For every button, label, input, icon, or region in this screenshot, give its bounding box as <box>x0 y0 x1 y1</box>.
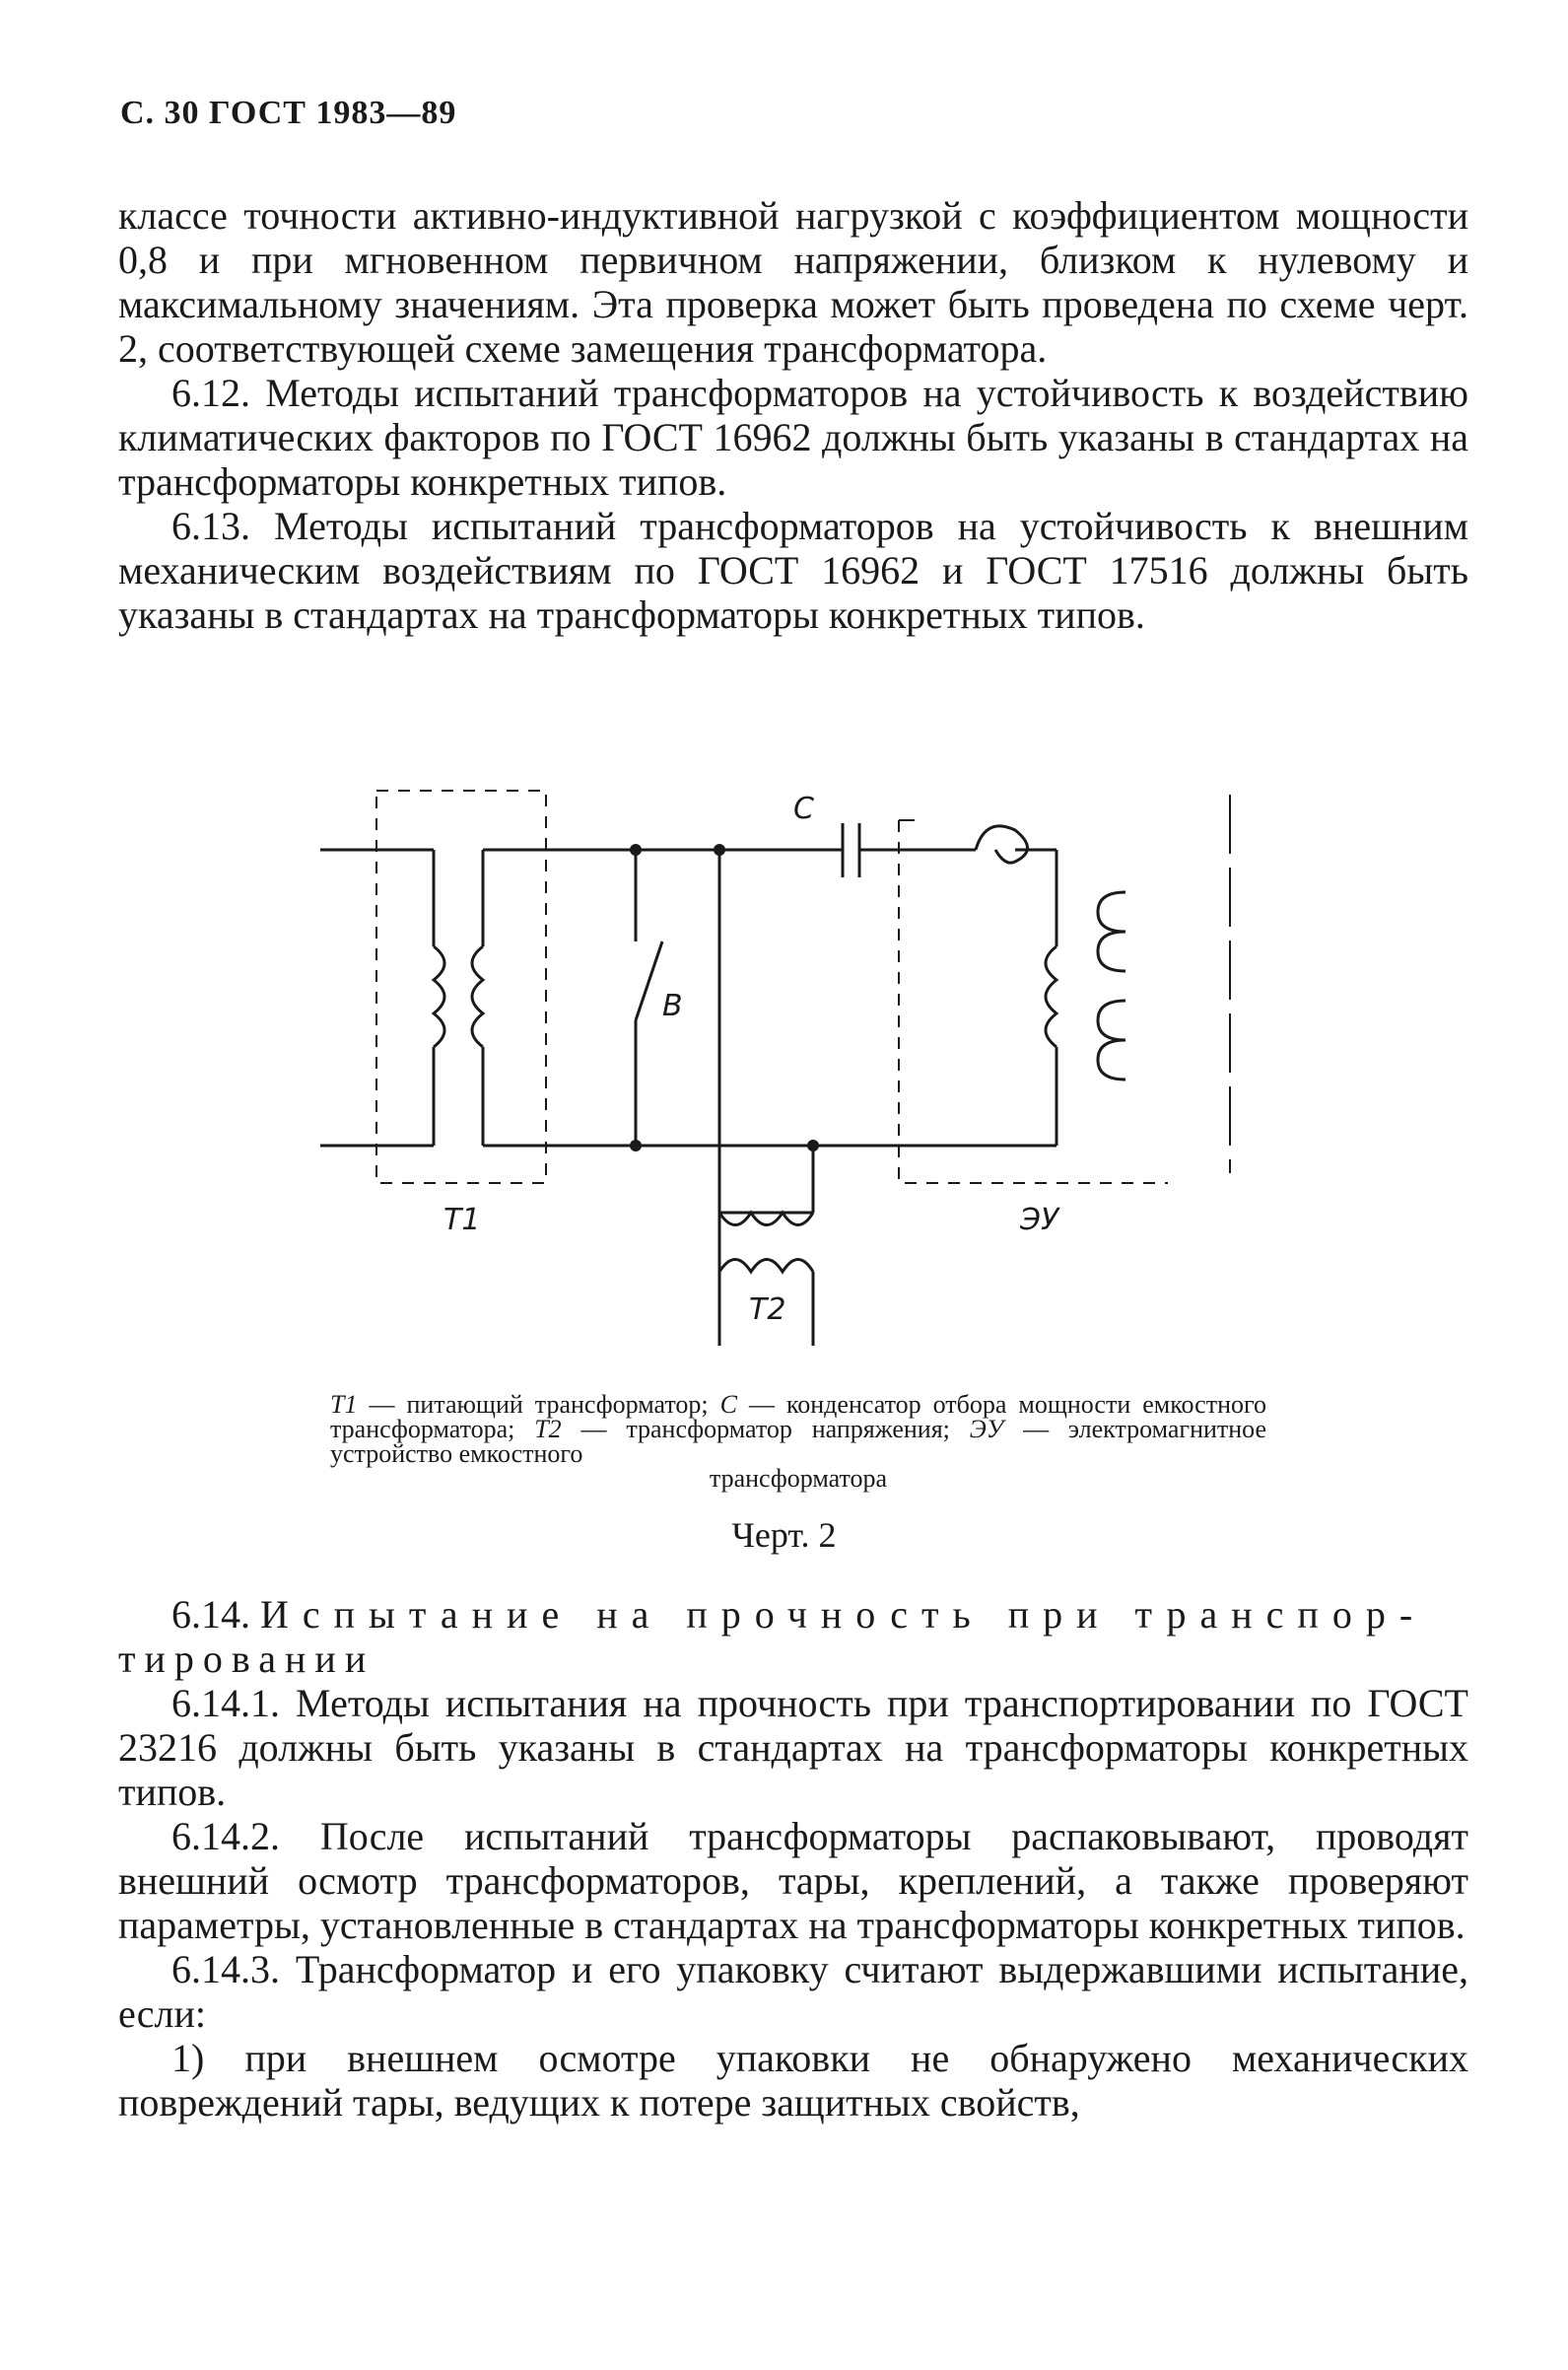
circuit-diagram <box>296 779 1281 1351</box>
section-6-14-heading <box>118 1592 1468 1637</box>
eu-main-coil <box>1046 946 1057 1047</box>
paragraph-6-12: 6.12. Методы испытаний трансформаторов на устойчивость к воздействию климатических факторов по ГОСТ 16962 должны быть указаны в стандартах на трансформаторы конкретных типов. <box>118 371 1468 504</box>
section-6-14-title-line2: тировании <box>118 1637 375 1681</box>
caption-c-symbol: С <box>719 1390 737 1419</box>
caption-eu-tail: трансформатора <box>709 1464 888 1493</box>
label-t1: Т1 <box>443 1203 481 1237</box>
eu-secondary-coil-2 <box>1098 1001 1125 1080</box>
eu-enclosure <box>899 820 1168 1183</box>
label-eu: ЭУ <box>1020 1203 1059 1237</box>
section-6-14-number: 6.14. <box>171 1592 250 1637</box>
caption-t1-symbol: Т1 <box>330 1390 358 1419</box>
lower-text-block <box>118 1592 1468 2125</box>
junction-dot <box>630 844 642 856</box>
paragraph-6-14-2: 6.14.2. После испытаний трансформаторы распаковывают, проводят внешний осмотр трансформаторов, тары, креплений, а также проверяют параметры, установленные в стандартах на трансформаторы конкретных типов. <box>118 1814 1468 1947</box>
junction-dot <box>630 1140 642 1151</box>
paragraph-continuation: классе точности активно-индуктивной нагрузкой с коэффициентом мощности 0,8 и при мгновенном первичном напряжении, близком к нулевому и максимальному значениям. Эта проверка может быть проведена по схеме черт. 2, соответствующей схеме замещения трансформатора. <box>118 193 1468 371</box>
paragraph-item-1: 1) при внешнем осмотре упаковки не обнаружено механических повреждений тары, ведущих к потере защитных свойств, <box>118 2036 1468 2125</box>
caption-eu-text: — электромагнитное устройство емкостного <box>330 1415 1267 1468</box>
paragraph-6-13: 6.13. Методы испытаний трансформаторов на устойчивость к внешним механическим воздействиям по ГОСТ 16962 и ГОСТ 17516 должны быть указаны в стандартах на трансформаторы конкретных типов. <box>118 504 1468 637</box>
caption-c-text: — конденсатор отбора мощности емкостного трансформатора; <box>330 1390 1267 1443</box>
eu-secondary-coil-1 <box>1098 892 1125 971</box>
reactor-coil <box>976 826 1028 863</box>
t2-secondary-coil <box>719 1260 813 1273</box>
switch-b <box>636 941 662 1020</box>
caption-eu-symbol: ЭУ <box>969 1415 1004 1443</box>
caption-t2-text: — трансформатор напряжения; <box>580 1415 950 1443</box>
t1-secondary-coil <box>472 946 483 1047</box>
paragraph-6-14-1: 6.14.1. Методы испытания на прочность при транспортировании по ГОСТ 23216 должны быть указаны в стандартах на трансформаторы конкретных типов. <box>118 1681 1468 1814</box>
section-6-14-title-line1: Испытание на прочность при транспор- <box>260 1592 1427 1637</box>
label-t2: Т2 <box>749 1292 786 1327</box>
upper-text-block <box>118 193 1468 637</box>
paragraph-6-14-3: 6.14.3. Трансформатор и его упаковку считают выдержавшими испытание, если: <box>118 1947 1468 2036</box>
junction-dot <box>807 1140 819 1151</box>
figure-label: Черт. 2 <box>731 1515 837 1555</box>
caption-t1-text: — питающий трансформатор; <box>369 1390 709 1419</box>
caption-t2-symbol: Т2 <box>534 1415 562 1443</box>
label-c: С <box>793 792 814 826</box>
label-b: В <box>662 989 683 1023</box>
t1-primary-coil <box>434 946 444 1047</box>
t2-primary-coil <box>719 1213 813 1225</box>
figure-caption <box>330 1392 1266 1491</box>
junction-dot <box>714 844 725 856</box>
page-header: С. 30 ГОСТ 1983—89 <box>120 95 457 131</box>
